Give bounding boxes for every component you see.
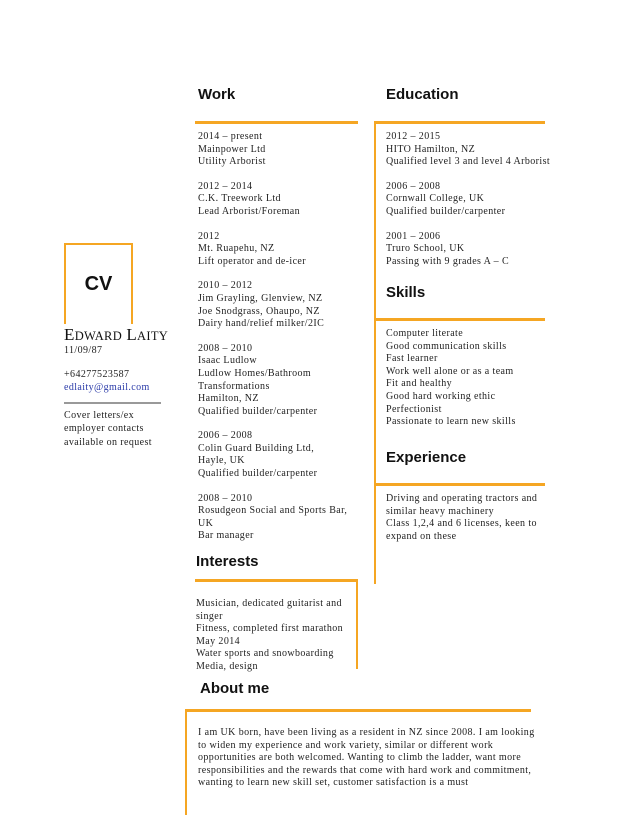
education-entry-line: 2012 – 2015 — [386, 131, 441, 142]
education-entry — [386, 181, 550, 219]
experience-rule — [374, 483, 545, 486]
work-entry-line: Colin Guard Building Ltd, — [198, 442, 315, 454]
interest-line: Media, design — [196, 660, 258, 672]
phone-number: +64277523587 — [64, 369, 130, 380]
work-entry-line: Dairy hand/relief milker/2IC — [198, 318, 325, 330]
work-entry-line: Lead Arborist/Foreman — [198, 205, 300, 217]
work-entry-line: Joe Snodgrass, Ohaupo, NZ — [198, 305, 320, 317]
skills-rule — [374, 318, 545, 321]
column-divider — [374, 121, 376, 584]
education-entry — [386, 231, 550, 269]
skills-list — [386, 328, 516, 429]
work-entry-line: Rosudgeon Social and Sports Bar, — [198, 505, 348, 517]
skills-heading: Skills — [386, 284, 426, 301]
education-entry-line: HITO Hamilton, NZ — [386, 143, 476, 155]
experience-text — [386, 493, 537, 543]
work-list — [198, 131, 347, 555]
work-entry-line: 2008 – 2010 — [198, 342, 253, 354]
work-entry-line: 2012 – 2014 — [198, 180, 253, 192]
education-heading: Education — [386, 86, 459, 103]
education-entry-line: 2006 – 2008 — [386, 180, 441, 192]
education-entry — [386, 131, 550, 169]
education-entry-line: Qualified builder/carpenter — [386, 205, 506, 217]
about-divider — [185, 709, 187, 815]
work-entry-line: Qualified builder/carpenter — [198, 405, 318, 417]
email-link[interactable]: edlaity@gmail.com — [64, 382, 150, 393]
skill-item: Good hard working ethic — [386, 390, 496, 402]
work-entry-line: Jim Grayling, Glenview, NZ — [198, 292, 323, 304]
work-entry — [198, 430, 347, 480]
work-entry-line: Bar manager — [198, 530, 254, 542]
work-entry-line: Lift operator and de-icer — [198, 255, 307, 267]
education-entry-line: Qualified level 3 and level 4 Arborist — [386, 156, 551, 168]
interests-heading: Interests — [196, 553, 259, 570]
work-entry-line: 2010 – 2012 — [198, 280, 253, 292]
work-entry-line: Ludlow Homes/Bathroom — [198, 367, 312, 379]
interest-line: May 2014 — [196, 635, 241, 647]
work-entry-line: C.K. Treework Ltd — [198, 193, 281, 205]
work-entry-line: 2012 — [198, 230, 220, 242]
experience-line: Driving and operating tractors and — [386, 493, 538, 504]
about-line: to widen my experience and work variety, similar or different work — [198, 739, 494, 751]
work-rule — [195, 121, 358, 124]
work-entry-line: Utility Arborist — [198, 156, 266, 168]
cv-box — [64, 243, 133, 324]
work-entry-line: Mt. Ruapehu, NZ — [198, 243, 275, 255]
work-entry-line: Qualified builder/carpenter — [198, 468, 318, 480]
cv-label: CV — [84, 273, 113, 295]
education-entry-line: Passing with 9 grades A – C — [386, 255, 510, 267]
skill-item: Good communication skills — [386, 340, 507, 352]
education-entry-line: Cornwall College, UK — [386, 193, 485, 205]
interest-line: singer — [196, 610, 223, 622]
contacts-note: Cover letters/ex employer contacts available on request — [64, 410, 152, 448]
work-entry-line: Hayle, UK — [198, 455, 245, 467]
about-rule — [185, 709, 531, 712]
work-entry-line: UK — [198, 517, 214, 529]
work-entry — [198, 343, 347, 419]
about-text — [198, 727, 535, 790]
experience-line: expand on these — [386, 530, 457, 542]
about-line: wanting to learn new skill set, customer satisfaction is a must — [198, 777, 469, 789]
experience-line: Class 1,2,4 and 6 licenses, keen to — [386, 518, 537, 530]
skill-item: Fit and healthy — [386, 378, 452, 390]
work-entry — [198, 231, 347, 269]
skill-item: Perfectionist — [386, 403, 442, 415]
about-line: I am UK born, have been living as a resident in NZ since 2008. I am looking — [198, 727, 535, 738]
work-entry — [198, 181, 347, 219]
work-entry-line: Hamilton, NZ — [198, 393, 259, 405]
skill-item: Computer literate — [386, 328, 464, 339]
date-of-birth: 11/09/87 — [64, 345, 103, 356]
work-heading: Work — [198, 86, 236, 103]
about-heading: About me — [200, 680, 270, 697]
about-line: responsibilities and the rewards that come with hard work and commitment, — [198, 764, 532, 776]
work-entry-line: Transformations — [198, 380, 270, 392]
interest-line: Musician, dedicated guitarist and — [196, 598, 342, 609]
skill-item: Work well alone or as a team — [386, 365, 514, 377]
interests-divider — [356, 579, 358, 669]
work-entry-line: Isaac Ludlow — [198, 355, 257, 367]
profile-divider — [64, 402, 161, 404]
work-entry — [198, 131, 347, 169]
experience-heading: Experience — [386, 449, 467, 466]
interest-line: Fitness, completed first marathon — [196, 623, 344, 635]
candidate-name: EDWARD LAITY — [64, 325, 169, 344]
education-entry-line: Truro School, UK — [386, 243, 465, 255]
interests-rule — [195, 579, 358, 582]
work-entry-line: Mainpower Ltd — [198, 143, 266, 155]
education-rule — [374, 121, 545, 124]
skill-item: Fast learner — [386, 353, 438, 365]
interest-line: Water sports and snowboarding — [196, 648, 334, 660]
experience-line: similar heavy machinery — [386, 505, 495, 517]
work-entry-line: 2008 – 2010 — [198, 492, 253, 504]
skill-item: Passionate to learn new skills — [386, 416, 516, 428]
work-entry-line: 2014 – present — [198, 131, 263, 142]
about-line: opportunities are both welcomed. Wanting to climb the ladder, want more — [198, 752, 522, 764]
work-entry-line: 2006 – 2008 — [198, 430, 253, 442]
work-entry — [198, 280, 347, 330]
work-entry — [198, 493, 347, 543]
education-entry-line: 2001 – 2006 — [386, 230, 441, 242]
education-list — [386, 131, 550, 280]
interests-text — [196, 598, 343, 674]
